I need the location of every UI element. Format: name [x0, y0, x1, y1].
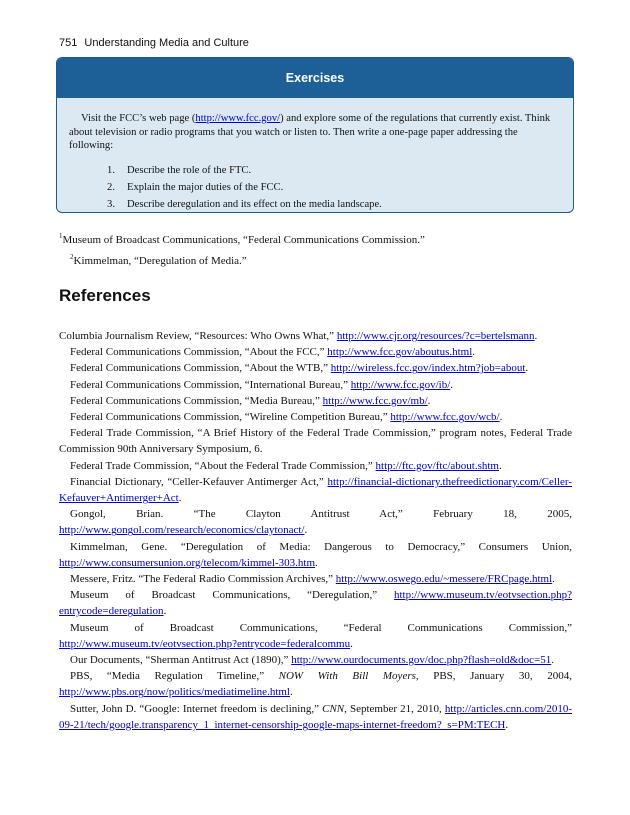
reference-text: Gongol, Brian. “The Clayton Antitrust Act,” February 18, 2005,	[70, 508, 572, 521]
reference-link[interactable]: http://www.fcc.gov/wcb/	[390, 411, 500, 424]
intro-text-cont: ) and explore some of the regulations that currently exist. Think about television or radio programs that you watch or listen to. Then write a one-page paper addressing the following:	[69, 113, 551, 151]
reference-text: , PBS, January 30, 2004,	[415, 670, 572, 683]
fcc-link[interactable]: http://www.fcc.gov/	[195, 113, 281, 124]
reference-text: .	[289, 686, 293, 699]
reference-text: .	[450, 378, 453, 391]
reference-text: Federal Communications Commission, “About the FCC,”	[70, 346, 328, 359]
book-title: Understanding Media and Culture	[84, 37, 249, 49]
reference-text: , September 21, 2010,	[344, 702, 445, 715]
exercise-item	[69, 164, 561, 177]
reference-item	[59, 409, 572, 425]
exercises-title: Exercises	[57, 58, 573, 98]
reference-link[interactable]: http://www.oswego.edu/~messere/FRCpage.html	[335, 573, 553, 586]
reference-text: .	[525, 362, 529, 375]
item-text: Explain the major duties of the FCC.	[127, 181, 284, 193]
reference-text: .	[498, 459, 502, 472]
item-text: Describe the role of the FTC.	[127, 164, 252, 176]
footnotes	[59, 228, 425, 270]
reference-item	[59, 360, 572, 376]
exercise-item	[69, 181, 561, 194]
reference-item	[59, 344, 572, 360]
exercises-box	[56, 57, 574, 213]
reference-item	[59, 587, 572, 619]
reference-item	[59, 652, 572, 668]
references-heading: References	[59, 286, 151, 305]
footnote-mark: 1	[59, 232, 63, 240]
exercise-list	[69, 164, 561, 211]
reference-text: Federal Trade Commission, “About the Federal Trade Commission,”	[70, 459, 376, 472]
footnote-2	[59, 249, 425, 270]
reference-item	[59, 506, 572, 538]
reference-text: Museum of Broadcast Communications, “Federal Communications Commission,”	[70, 621, 572, 634]
reference-italic: CNN	[322, 702, 345, 715]
reference-text: .	[304, 524, 308, 537]
reference-text: .	[551, 654, 555, 667]
footnote-text: Kimmelman, “Deregulation of Media.”	[73, 255, 247, 267]
reference-text: .	[315, 556, 318, 569]
exercise-item	[69, 198, 561, 211]
item-number: 2.	[107, 181, 115, 193]
reference-link[interactable]: http://www.ourdocuments.gov/doc.php?flash=old&doc=51	[291, 654, 552, 667]
reference-item	[59, 328, 572, 344]
reference-text: .	[178, 492, 182, 505]
reference-link[interactable]: http://ftc.gov/ftc/about.shtm	[375, 459, 499, 472]
reference-text: Messere, Fritz. “The Federal Radio Commission Archives,”	[70, 573, 336, 586]
reference-text: .	[427, 394, 431, 407]
reference-text: Federal Trade Commission, “A Brief History of the Federal Trade Commission,” program notes, Federal Trade Commission 90th Anniversary Symposium, 6.	[59, 427, 572, 456]
reference-item	[59, 393, 572, 409]
footnote-mark: 2	[70, 253, 74, 261]
item-number: 3.	[107, 198, 115, 210]
reference-text: Museum of Broadcast Communications, “Deregulation,”	[70, 589, 394, 602]
reference-link[interactable]: http://www.museum.tv/eotvsection.php?entrycode=federalcommu	[59, 637, 351, 650]
reference-item	[59, 571, 572, 587]
reference-text: Federal Communications Commission, “Wireline Competition Bureau,”	[70, 411, 391, 424]
page-number: 751	[59, 37, 78, 49]
references-list	[59, 328, 572, 733]
reference-item	[59, 668, 572, 700]
reference-text: .	[472, 346, 476, 359]
reference-text: Kimmelman, Gene. “Deregulation of Media: Dangerous to Democracy,” Consumers Union,	[70, 540, 572, 553]
reference-item	[59, 474, 572, 506]
reference-item	[59, 458, 572, 474]
reference-italic: NOW With Bill Moyers	[278, 670, 416, 683]
reference-text: .	[499, 411, 503, 424]
reference-link[interactable]: http://www.fcc.gov/mb/	[322, 394, 428, 407]
reference-link[interactable]: http://www.museum.tv/eotvsection.php?entrycode=deregulation	[59, 589, 572, 618]
reference-text: .	[350, 637, 353, 650]
item-text: Describe deregulation and its effect on the media landscape.	[127, 198, 382, 210]
page-header	[59, 37, 249, 49]
reference-text: Federal Communications Commission, “About the WTB,”	[70, 362, 331, 375]
exercises-intro	[69, 112, 561, 153]
reference-item	[59, 620, 572, 652]
intro-text: Visit the FCC’s web page (	[81, 113, 196, 124]
reference-text: Federal Communications Commission, “International Bureau,”	[70, 378, 351, 391]
reference-text: Sutter, John D. “Google: Internet freedom is declining,”	[70, 702, 323, 715]
footnote-text: Museum of Broadcast Communications, “Federal Communications Commission.”	[62, 234, 425, 246]
footnote-1	[59, 228, 425, 249]
reference-link[interactable]: http://financial-dictionary.thefreedictionary.com/Celler-Kefauver+Antimerger+Act	[59, 475, 572, 505]
reference-link[interactable]: http://www.pbs.org/now/politics/mediatimeline.html	[59, 686, 290, 699]
reference-link[interactable]: http://www.fcc.gov/aboutus.html	[327, 346, 473, 359]
reference-text: .	[163, 605, 167, 618]
item-number: 1.	[107, 164, 115, 176]
reference-item	[59, 701, 572, 733]
reference-link[interactable]: http://www.gongol.com/research/economics/claytonact/	[59, 524, 305, 537]
reference-link[interactable]: http://www.fcc.gov/ib/	[350, 378, 451, 391]
reference-text: Our Documents, “Sherman Antitrust Act (1890),”	[70, 654, 292, 667]
reference-link[interactable]: http://articles.cnn.com/2010-09-21/tech/google.transparency_1_internet-censorship-google-maps-internet-freedom?_s=PM:TECH	[59, 702, 572, 731]
reference-item	[59, 377, 572, 393]
reference-text: .	[505, 718, 509, 731]
reference-item	[59, 539, 572, 571]
reference-text: .	[534, 330, 538, 342]
reference-text: PBS, “Media Regulation Timeline,”	[70, 670, 279, 683]
reference-link[interactable]: http://wireless.fcc.gov/index.htm?job=about	[330, 362, 526, 375]
reference-text: Columbia Journalism Review, “Resources: Who Owns What,”	[59, 330, 337, 342]
exercises-body	[57, 98, 573, 211]
reference-link[interactable]: http://www.cjr.org/resources/?c=bertelsmann	[336, 330, 535, 342]
reference-text: Federal Communications Commission, “Media Bureau,”	[70, 394, 323, 407]
reference-item	[59, 425, 572, 457]
reference-text: .	[552, 573, 555, 586]
reference-text: Financial Dictionary, “Celler-Kefauver Antimerger Act,”	[70, 475, 328, 488]
reference-link[interactable]: http://www.consumersunion.org/telecom/kimmel-303.htm	[59, 556, 316, 569]
